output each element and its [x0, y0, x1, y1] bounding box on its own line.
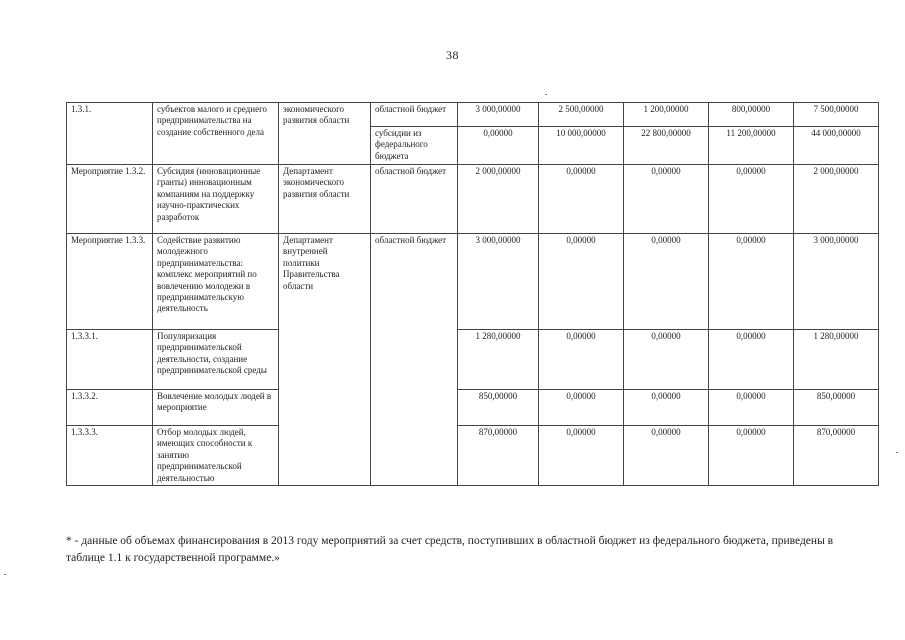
cell-source: областной бюджет	[371, 103, 458, 127]
cell-value: 0,00000	[624, 165, 709, 234]
cell-name: Вовлечение молодых людей в мероприятие	[153, 390, 279, 426]
scan-speck	[4, 574, 6, 575]
cell-source: областной бюджет	[371, 234, 458, 486]
cell-value: 0,00000	[624, 234, 709, 330]
cell-name: Субсидия (инновационные гранты) инновационным компаниям на поддержку научно-практических разработок	[153, 165, 279, 234]
cell-value: 0,00000	[624, 390, 709, 426]
cell-code: Мероприятие 1.3.2.	[67, 165, 153, 234]
cell-executor: Департамент экономического развития области	[279, 165, 371, 234]
page-number: 38	[446, 48, 459, 62]
cell-value: 0,00000	[709, 426, 794, 486]
cell-code: 1.3.3.2.	[67, 390, 153, 426]
cell-value: 0,00000	[709, 330, 794, 390]
cell-code: Мероприятие 1.3.3.	[67, 234, 153, 330]
cell-value: 3 000,00000	[458, 103, 539, 127]
cell-value: 800,00000	[709, 103, 794, 127]
cell-value: 0,00000	[709, 165, 794, 234]
cell-source: областной бюджет	[371, 165, 458, 234]
cell-value: 3 000,00000	[458, 234, 539, 330]
cell-name: субъектов малого и среднего предпринимательства на создание собственного дела	[153, 103, 279, 165]
cell-value: 2 000,00000	[794, 165, 879, 234]
cell-value: 7 500,00000	[794, 103, 879, 127]
cell-value: 0,00000	[709, 234, 794, 330]
cell-value: 870,00000	[794, 426, 879, 486]
table-row	[67, 234, 879, 330]
table-row	[67, 390, 879, 426]
table-row	[67, 330, 879, 390]
cell-code: 1.3.1.	[67, 103, 153, 165]
cell-name: Отбор молодых людей, имеющих способности к занятию предпринимательской деятельностью	[153, 426, 279, 486]
cell-value: 0,00000	[539, 390, 624, 426]
cell-value: 0,00000	[539, 165, 624, 234]
cell-value: 44 000,00000	[794, 127, 879, 165]
cell-name: Содействие развитию молодежного предпринимательства: комплекс мероприятий по вовлечению молодежи в предпринимательскую деятельность	[153, 234, 279, 330]
cell-value: 0,00000	[539, 426, 624, 486]
cell-code: 1.3.3.1.	[67, 330, 153, 390]
cell-value: 870,00000	[458, 426, 539, 486]
cell-value: 1 200,00000	[624, 103, 709, 127]
cell-value: 2 500,00000	[539, 103, 624, 127]
table-row	[67, 165, 879, 234]
financing-table	[66, 102, 879, 486]
cell-value: 1 280,00000	[458, 330, 539, 390]
scan-speck	[896, 452, 898, 453]
cell-value: 0,00000	[539, 330, 624, 390]
footnote: * - данные об объемах финансирования в 2013 году мероприятий за счет средств, поступивших в областной бюджет из федерального бюджета, приведены в таблице 1.1 к государственной программе.»	[66, 535, 834, 564]
cell-value: 11 200,00000	[709, 127, 794, 165]
cell-value: 10 000,00000	[539, 127, 624, 165]
cell-value: 850,00000	[794, 390, 879, 426]
cell-executor: экономического развития области	[279, 103, 371, 165]
cell-source: субсидии из федерального бюджета	[371, 127, 458, 165]
cell-value: 2 000,00000	[458, 165, 539, 234]
cell-value: 22 800,00000	[624, 127, 709, 165]
cell-value: 0,00000	[539, 234, 624, 330]
cell-value: 0,00000	[624, 426, 709, 486]
cell-value: 3 000,00000	[794, 234, 879, 330]
scan-speck	[545, 94, 547, 95]
cell-name: Популяризация предпринимательской деятельности, создание предпринимательской среды	[153, 330, 279, 390]
table-row	[67, 103, 879, 127]
cell-code: 1.3.3.3.	[67, 426, 153, 486]
table-row	[67, 426, 879, 486]
cell-executor: Департамент внутренней политики Правительства области	[279, 234, 371, 486]
cell-value: 0,00000	[458, 127, 539, 165]
cell-value: 850,00000	[458, 390, 539, 426]
cell-value: 1 280,00000	[794, 330, 879, 390]
cell-value: 0,00000	[624, 330, 709, 390]
cell-value: 0,00000	[709, 390, 794, 426]
